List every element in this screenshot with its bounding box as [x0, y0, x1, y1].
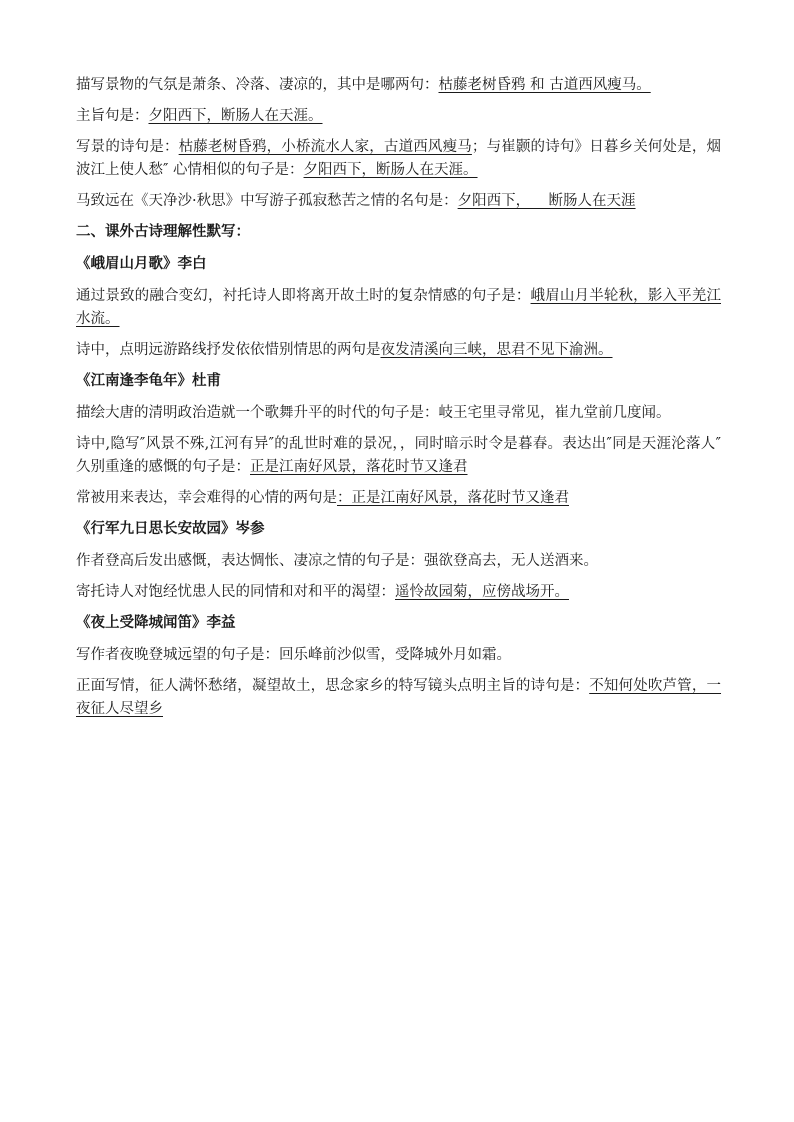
answer-text: 遥怜故园菊，应傍战场开。: [395, 584, 569, 600]
poem2-question-2: [76, 433, 721, 479]
question-text: 通过景致的融合变幻，衬托诗人即将离开故土时的复杂情感的句子是：: [76, 288, 531, 304]
answer-text: 正是江南好风景，落花时节又逢君: [250, 459, 468, 475]
poem2-question-3: [76, 487, 721, 510]
question-1: [76, 74, 721, 97]
answer-text: 枯藤老树昏鸦 和 古道西风瘦马。: [438, 77, 651, 93]
question-3: [76, 136, 721, 182]
question-text: 正面写情，征人满怀愁绪，凝望故土，思念家乡的特写镜头点明主旨的诗句是：: [76, 678, 590, 694]
poem1-question-2: [76, 339, 721, 362]
poem1-question-1: [76, 285, 721, 331]
question-text: 描写景物的气氛是萧条、冷落、凄凉的，其中是哪两句：: [76, 77, 439, 93]
question-4: [76, 190, 721, 213]
poem3-question-2: [76, 581, 721, 604]
answer-text: 夕阳西下，断肠人在天涯。: [303, 162, 478, 178]
answer-text: 夕阳西下， 断肠人在天涯: [457, 193, 636, 209]
question-text: 描绘大唐的清明政治造就一个歌舞升平的时代的句子是：岐王宅里寻常见，崔九堂前几度闻。: [76, 405, 671, 421]
poem2-question-1: [76, 402, 721, 425]
question-text: 常被用来表达，幸会难得的心情的两句是: [76, 490, 337, 506]
poem-title: 《峨眉山月歌》李白: [76, 256, 207, 272]
question-text: 诗中，点明远游路线抒发依依惜别情思的两句是: [76, 342, 381, 358]
question-2: [76, 105, 721, 128]
poem3-question-1: [76, 550, 721, 573]
answer-text: 夕阳西下，断肠人在天涯。: [148, 108, 323, 124]
question-text: 主旨句是：: [76, 108, 149, 124]
question-text: 寄托诗人对饱经忧患人民的同情和对和平的渴望：: [76, 584, 395, 600]
worksheet-page: [76, 74, 721, 729]
poem-title: 《行军九日思长安故园》岑参: [76, 521, 265, 537]
question-text: 马致远在《天净沙·秋思》中写游子孤寂愁苦之情的名句是：: [76, 193, 458, 209]
question-text: 诗中,隐写″风景不殊,江河有异″的乱世时难的景况，，同时暗示时令是暮春。表达出″同是天涯沦落人″久别重逢的感慨的句子是：: [76, 436, 721, 475]
poem-title: 《夜上受降城闻笛》李益: [76, 615, 236, 631]
answer-text: 枯藤老树昏鸦，小桥流水人家，古道西风瘦马: [178, 139, 472, 155]
poem-title: 《江南逢李龟年》杜甫: [76, 373, 221, 389]
poem4-question-1: [76, 644, 721, 667]
section-heading: 二、课外古诗理解性默写：: [76, 224, 250, 240]
answer-text: 峨眉山月半轮秋，影入平羌江水流。: [76, 288, 721, 327]
question-text: 作者登高后发出感慨，表达惆怅、凄凉之情的句子是：强欲登高去，无人送酒来。: [76, 553, 598, 569]
question-text: ；与崔颢的诗句》日暮乡关何处是，烟波江上使人愁″ 心情相似的句子是：: [76, 139, 722, 178]
question-text: 写景的诗句是：: [76, 139, 179, 155]
answer-text: ：正是江南好风景，落花时节又逢君: [337, 490, 569, 506]
question-text: 写作者夜晚登城远望的句子是：回乐峰前沙似雪，受降城外月如霜。: [76, 647, 511, 663]
answer-text: 夜发清溪向三峡，思君不见下渝洲。: [380, 342, 613, 358]
answer-text: 不知何处吹芦管，一夜征人尽望乡: [76, 678, 722, 717]
poem4-question-2: [76, 675, 721, 721]
